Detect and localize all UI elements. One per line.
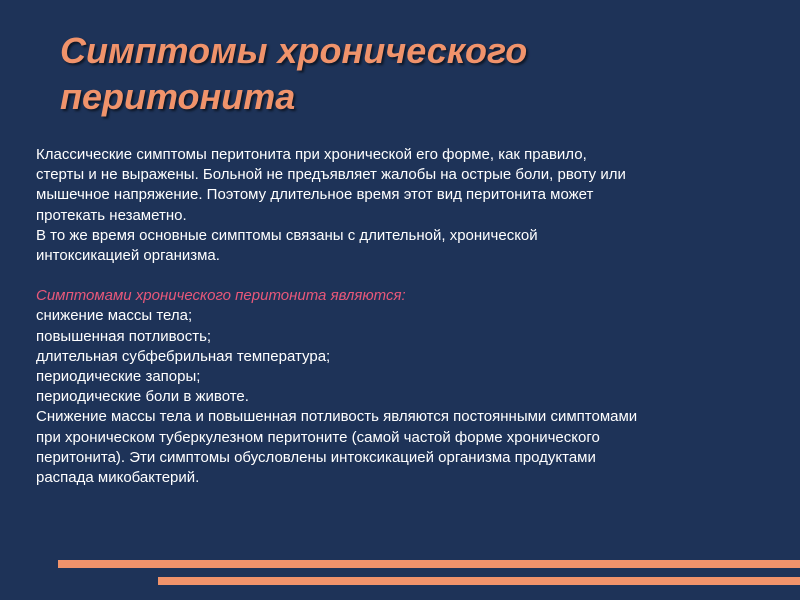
paragraph-spacer (36, 266, 776, 286)
conclusion-line: перитонита). Эти симптомы обусловлены интоксикацией организма продуктами (36, 448, 596, 466)
slide-title-line-2: перитонита (60, 76, 296, 117)
symptom-item: периодические боли в животе. (36, 388, 249, 406)
slide-title-line-1: Симптомы хронического (60, 30, 528, 71)
intro-line: Классические симптомы перитонита при хронической его форме, как правило, (36, 146, 587, 163)
intro-line: В то же время основные симптомы связаны с длительной, хронической (36, 226, 538, 244)
conclusion-line: Снижение массы тела и повышенная потливость являются постоянными симптомами (36, 408, 638, 426)
conclusion-line: распада микобактерий. (36, 469, 200, 487)
conclusion-line: при хроническом туберкулезном перитоните (самой частой форме хронического (36, 428, 600, 446)
symptom-item: длительная субфебрильная температура; (36, 347, 331, 365)
symptom-item: снижение массы тела; (36, 307, 193, 325)
slide-body (36, 145, 776, 488)
intro-line: стерты и не выражены. Больной не предъявляет жалобы на острые боли, рвоту или (36, 166, 626, 184)
symptom-item: периодические запоры; (36, 368, 201, 386)
intro-line: протекать незаметно. (36, 206, 187, 224)
decorative-bar-bottom (158, 577, 800, 585)
symptoms-heading: Симптомами хронического перитонита являются: (36, 287, 406, 305)
intro-line: мышечное напряжение. Поэтому длительное время этот вид перитонита может (36, 186, 594, 204)
intro-line: интоксикацией организма. (36, 247, 220, 265)
decorative-bar-top (58, 560, 800, 568)
slide-title (60, 28, 760, 120)
symptom-item: повышенная потливость; (36, 327, 212, 345)
